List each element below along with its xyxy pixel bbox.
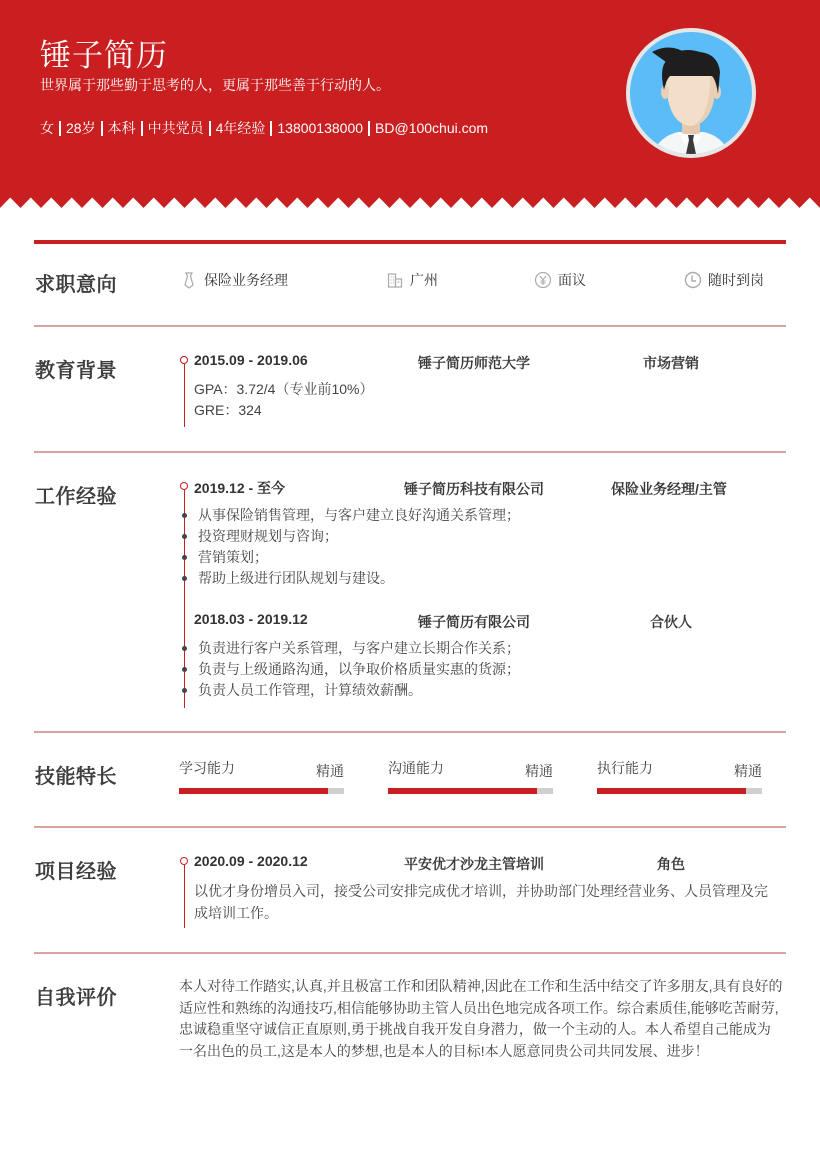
education-school: 锤子简历师范大学 (418, 355, 530, 371)
male-avatar-icon (630, 32, 752, 154)
education-date: 2015.09 - 2019.06 (194, 352, 308, 368)
section-title-intent: 求职意向 (35, 274, 117, 296)
list-item: 负责人员工作管理，计算绩效薪酬。 (179, 680, 520, 701)
section-divider (34, 731, 786, 733)
list-item: 投资理财规划与咨询； (179, 526, 520, 547)
intent-availability (684, 270, 764, 290)
section-divider (34, 325, 786, 327)
skill-bar (597, 788, 762, 794)
header-banner (0, 0, 820, 197)
self-eval-text: 本人对待工作踏实,认真,并且极富工作和团队精神,因此在工作和生活中结交了许多朋友,具有良好的适应性和熟练的沟通技巧,相信能够协助主管人员出色地完成各项工作。综合素质佳,能够吃苦耐劳,忠诚稳重坚守诚信正直原则,勇于挑战自我开发自身潜力，做一个主动的人。本人希望自己能成为一名出色的员工,这是本人的梦想,也是本人的目标!本人愿意同贵公司共同发展、进步！ (179, 978, 783, 1059)
work-position: 保险业务经理/主管 (611, 481, 727, 497)
list-item: 帮助上级进行团队规划与建设。 (179, 568, 520, 589)
work-date: 2018.03 - 2019.12 (194, 611, 308, 627)
tie-icon (180, 271, 198, 289)
info-phone: 13800138000 (277, 120, 364, 136)
work-duties (179, 638, 520, 701)
education-gre: GRE：324 (194, 402, 262, 418)
intent-position (180, 270, 288, 290)
timeline-line (184, 364, 185, 427)
skill-bar (179, 788, 344, 794)
avatar (626, 28, 756, 158)
skill-level: 精通 (316, 763, 344, 779)
skill-name: 执行能力 (597, 760, 653, 776)
info-separator (209, 121, 211, 136)
skill-name: 学习能力 (179, 760, 235, 776)
skill-bar-fill (597, 788, 746, 794)
section-title-skills: 技能特长 (35, 766, 117, 788)
clock-icon (684, 271, 702, 289)
list-item: 负责与上级通路沟通，以争取价格质量实惠的货源； (179, 659, 520, 680)
intent-position-text: 保险业务经理 (204, 272, 288, 288)
section-title-work: 工作经验 (35, 486, 117, 508)
section-title-education: 教育背景 (35, 360, 117, 382)
work-duties (179, 505, 520, 589)
info-experience: 4年经验 (215, 120, 266, 136)
info-separator (101, 121, 103, 136)
project-role: 角色 (657, 856, 685, 872)
yen-icon (534, 271, 552, 289)
project-date: 2020.09 - 2020.12 (194, 853, 308, 869)
intent-salary (534, 270, 586, 290)
info-separator (368, 121, 370, 136)
timeline-dot (180, 356, 188, 364)
education-gpa: GPA：3.72/4（专业前10%） (194, 381, 374, 397)
work-company: 锤子简历科技有限公司 (404, 481, 544, 497)
resume-name: 锤子简历 (40, 38, 168, 73)
info-separator (141, 121, 143, 136)
info-separator (270, 121, 272, 136)
education-major: 市场营销 (643, 355, 699, 371)
timeline-line (184, 865, 185, 928)
work-position: 合伙人 (650, 614, 692, 630)
info-gender: 女 (40, 120, 54, 136)
zigzag-edge (0, 196, 820, 208)
intent-salary-text: 面议 (558, 272, 586, 288)
skill-name: 沟通能力 (388, 760, 444, 776)
section-title-self-eval: 自我评价 (35, 987, 117, 1009)
skill-bar-fill (388, 788, 537, 794)
work-company: 锤子简历有限公司 (418, 614, 530, 630)
list-item: 从事保险销售管理，与客户建立良好沟通关系管理； (179, 505, 520, 526)
top-accent-line (34, 240, 786, 244)
section-divider (34, 952, 786, 954)
skill-level: 精通 (734, 763, 762, 779)
info-email: BD@100chui.com (375, 120, 489, 136)
info-degree: 本科 (107, 120, 136, 136)
resume-motto: 世界属于那些勤于思考的人，更属于那些善于行动的人。 (40, 77, 390, 93)
section-divider (34, 451, 786, 453)
building-icon (386, 271, 404, 289)
info-age: 28岁 (66, 120, 96, 136)
personal-info (40, 118, 488, 138)
list-item: 营销策划； (179, 547, 520, 568)
timeline-dot (180, 482, 188, 490)
section-divider (34, 826, 786, 828)
skill-bar-fill (179, 788, 328, 794)
intent-city-text: 广州 (410, 272, 438, 288)
project-description: 以优才身份增员入司，接受公司安排完成优才培训，并协助部门处理经营业务、人员管理及完成培训工作。 (194, 883, 768, 921)
intent-availability-text: 随时到岗 (708, 272, 764, 288)
skill-bar (388, 788, 553, 794)
section-title-projects: 项目经验 (35, 861, 117, 883)
timeline-dot (180, 857, 188, 865)
info-separator (59, 121, 61, 136)
intent-city (386, 270, 438, 290)
work-date: 2019.12 - 至今 (194, 480, 286, 496)
project-name: 平安优才沙龙主管培训 (404, 856, 544, 872)
info-political: 中共党员 (147, 120, 204, 136)
skill-level: 精通 (525, 763, 553, 779)
list-item: 负责进行客户关系管理，与客户建立长期合作关系； (179, 638, 520, 659)
